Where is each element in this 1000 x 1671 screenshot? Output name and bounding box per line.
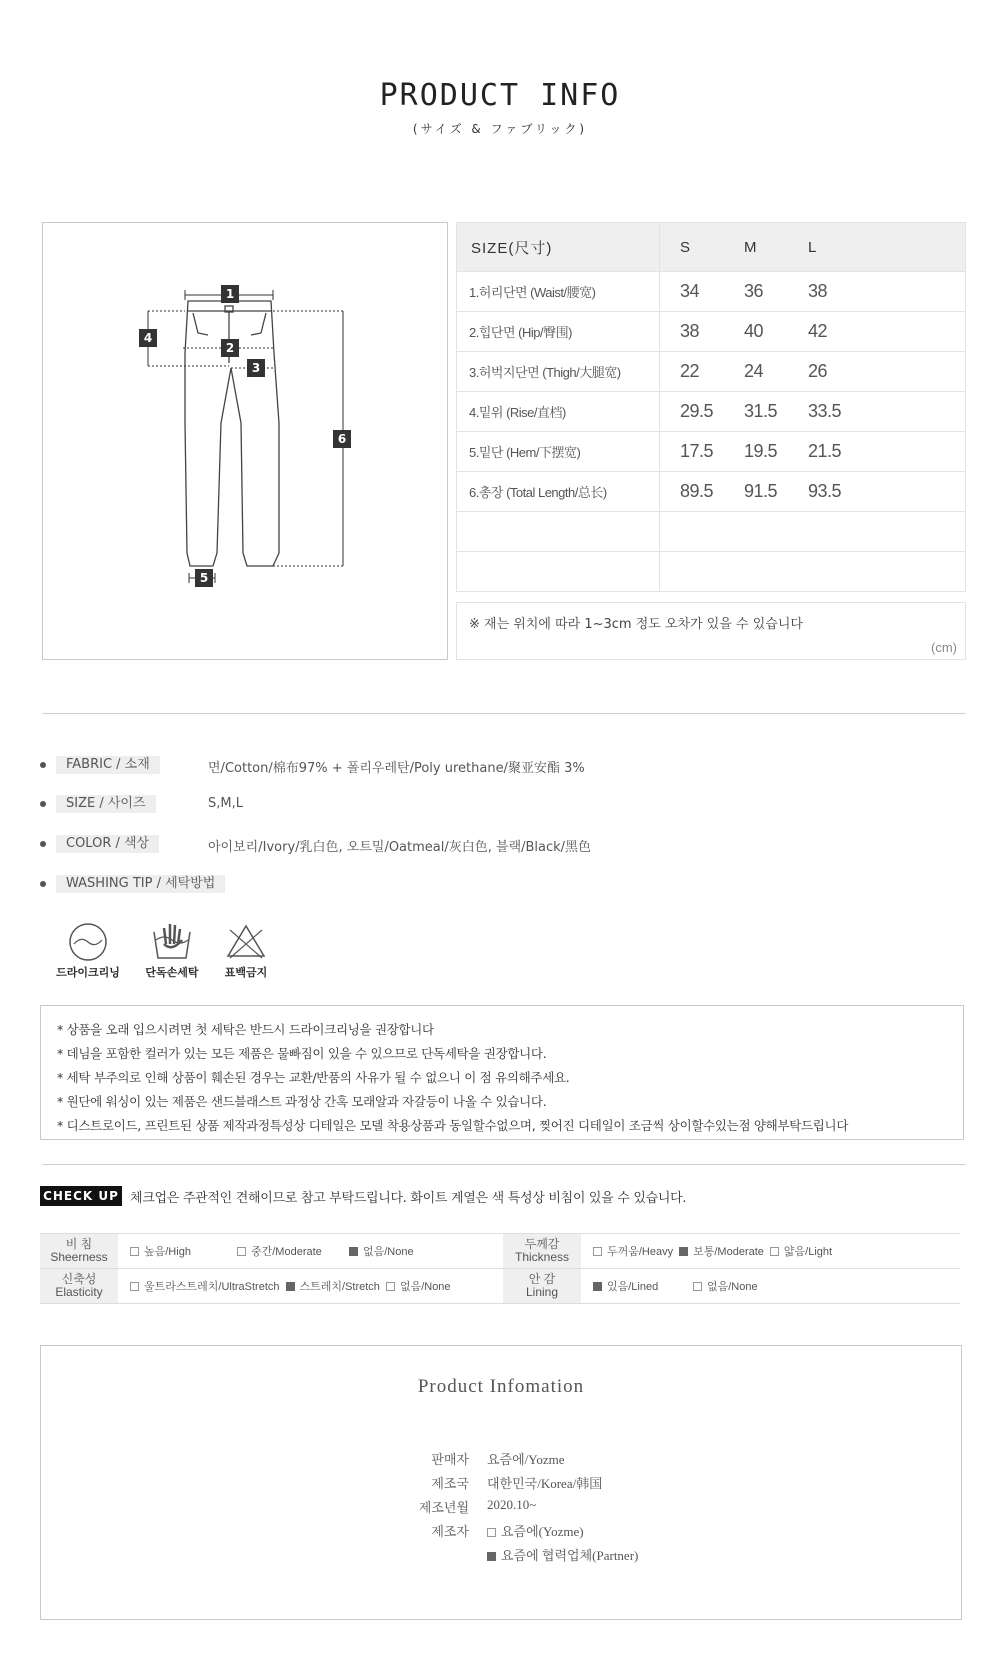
option — [130, 1243, 225, 1259]
option-label: 요즘에(Yozme) — [501, 1524, 584, 1539]
label-ko: 비 침 — [65, 1237, 93, 1251]
option-label: 없음/None — [707, 1281, 758, 1293]
checkup-badge: CHECK UP — [40, 1186, 122, 1206]
care-notes-box — [40, 1005, 964, 1140]
origin-value: 대한민국/Korea/韩国 — [487, 1476, 603, 1491]
row-value: 24 — [744, 361, 764, 381]
row-value: 40 — [744, 321, 764, 341]
option-label: 있음/Lined — [607, 1281, 659, 1293]
checked-box-icon — [679, 1247, 688, 1256]
table-row — [457, 312, 966, 352]
option — [593, 1243, 673, 1259]
table-row — [457, 472, 966, 512]
divider — [42, 713, 966, 714]
checkbox-icon — [770, 1247, 779, 1256]
bullet-icon — [40, 801, 46, 807]
care-note: * 세탁 부주의로 인해 상품이 훼손된 경우는 교환/반품의 사유가 될 수 없으니 이 점 유의해주세요. — [57, 1070, 570, 1085]
empty-row — [457, 552, 966, 592]
checkbox-icon — [386, 1282, 395, 1291]
row-label: 3.허벅지단면 (Thigh/大腿宽) — [457, 352, 660, 392]
option-label: 스트레치/Stretch — [299, 1281, 380, 1293]
seller-value: 요즘에/Yozme — [487, 1452, 565, 1467]
checked-box-icon — [286, 1282, 295, 1291]
date-key: 제조년월 — [418, 1500, 469, 1515]
option-label: 없음/None — [399, 1281, 451, 1293]
marker-4: 4 — [139, 329, 157, 347]
option-label: 두꺼움/Heavy — [607, 1246, 674, 1258]
row-value: 38 — [808, 281, 828, 301]
color-row — [40, 835, 740, 855]
checkbox-icon — [593, 1247, 602, 1256]
option-label: 높음/High — [144, 1246, 191, 1258]
marker-1: 1 — [221, 285, 239, 303]
checkbox-icon — [237, 1247, 246, 1256]
row-value: 34 — [680, 281, 700, 301]
page-subtitle: (サイズ & ファブリック) — [412, 122, 588, 136]
option-label: 중간/Moderate — [251, 1246, 322, 1258]
no-bleach-item — [206, 920, 286, 980]
bullet-icon — [40, 762, 46, 768]
size-label: SIZE / 사이즈 — [56, 795, 156, 813]
row-value: 33.5 — [808, 401, 842, 421]
size-header-l: L — [808, 238, 816, 256]
row-value: 26 — [808, 361, 828, 381]
row-label: 4.밑위 (Rise/直档) — [457, 392, 660, 432]
pants-diagram — [43, 223, 447, 659]
table-row — [457, 352, 966, 392]
hand-wash-icon — [150, 920, 194, 964]
lining-options — [581, 1269, 960, 1304]
option — [130, 1278, 280, 1294]
checked-box-icon — [349, 1247, 358, 1256]
row-value: 38 — [680, 321, 700, 341]
row-value: 29.5 — [680, 401, 714, 421]
bullet-icon — [40, 881, 46, 887]
color-label: COLOR / 색상 — [56, 835, 159, 853]
measurement-note: ※ 재는 위치에 따라 1~3cm 정도 오차가 있을 수 있습니다 — [469, 617, 803, 632]
product-information-title: Product Infomation — [417, 1376, 585, 1397]
marker-5: 5 — [195, 569, 213, 587]
maker-option — [487, 1521, 584, 1540]
empty-row — [457, 512, 966, 552]
wash-label: 드라이크리닝 — [56, 966, 120, 979]
unit-label: (cm) — [931, 640, 957, 655]
sheerness-label — [40, 1234, 118, 1269]
divider — [42, 1164, 966, 1165]
row-value: 42 — [808, 321, 828, 341]
fabric-value: 면/Cotton/棉布97% + 폴리우레탄/Poly urethane/聚亚安酯 3% — [208, 761, 585, 776]
thickness-label — [503, 1234, 581, 1269]
seller-key: 판매자 — [431, 1452, 469, 1467]
option-label: 울트라스트레치/UltraStretch — [144, 1281, 280, 1293]
care-note: * 데님을 포함한 컬러가 있는 모든 제품은 물빠짐이 있을 수 있으므로 단독세탁을 권장합니다. — [57, 1046, 547, 1061]
washing-row — [40, 875, 740, 895]
size-header-label: SIZE(尺寸) — [457, 223, 660, 272]
size-header-s: S — [680, 238, 690, 256]
page-title: PRODUCT INFO — [379, 78, 621, 113]
dry-clean-item — [48, 920, 128, 980]
row-label: 6.총장 (Total Length/总长) — [457, 472, 660, 512]
checked-box-icon — [487, 1552, 496, 1561]
marker-6: 6 — [333, 430, 351, 448]
row-value: 89.5 — [680, 481, 714, 501]
label-ko: 안 감 — [528, 1272, 556, 1286]
size-row — [40, 795, 740, 815]
table-row — [457, 272, 966, 312]
row-value: 36 — [744, 281, 764, 301]
maker-key: 제조자 — [431, 1524, 469, 1539]
fabric-label: FABRIC / 소재 — [56, 756, 160, 774]
elasticity-label — [40, 1269, 118, 1304]
elasticity-options — [118, 1269, 503, 1304]
checkbox-icon — [130, 1247, 139, 1256]
size-table-header — [457, 223, 966, 272]
pants-diagram-box — [42, 222, 448, 660]
label-en: Lining — [525, 1285, 559, 1299]
label-en: Thickness — [514, 1250, 570, 1264]
no-bleach-icon — [224, 920, 268, 964]
row-label: 2.힙단면 (Hip/臀围) — [457, 312, 660, 352]
bullet-icon — [40, 841, 46, 847]
table-row — [457, 432, 966, 472]
label-ko: 두께감 — [524, 1237, 560, 1251]
option — [286, 1278, 380, 1294]
hand-wash-item — [132, 920, 212, 980]
origin-key: 제조국 — [431, 1476, 469, 1491]
size-header-m: M — [744, 238, 756, 256]
checkup-row — [40, 1234, 960, 1269]
marker-3: 3 — [247, 359, 265, 377]
care-note: * 디스트로이드, 프린트된 상품 제작과정특성상 디테일은 모델 착용상품과 동일할수없으며, 찢어진 디테일이 조금씩 상이할수있는점 양해부탁드립니다 — [57, 1118, 849, 1133]
thickness-options — [581, 1234, 960, 1269]
care-note: * 원단에 워싱이 있는 제품은 샌드블래스트 과정상 간혹 모래알과 자갈등이 나올 수 있습니다. — [57, 1094, 547, 1109]
date-value: 2020.10~ — [487, 1497, 537, 1512]
row-value: 91.5 — [744, 481, 778, 501]
lining-label — [503, 1269, 581, 1304]
option — [693, 1278, 758, 1294]
checkup-text: 체크업은 주관적인 견해이므로 참고 부탁드립니다. 화이트 계열은 색 특성상 비침이 있을 수 있습니다. — [130, 1191, 687, 1206]
row-label: 5.밑단 (Hem/下摆宽) — [457, 432, 660, 472]
row-value: 31.5 — [744, 401, 778, 421]
checkup-grid — [40, 1233, 960, 1304]
sheerness-options — [118, 1234, 503, 1269]
size-table — [456, 222, 966, 592]
option-label: 얇음/Light — [783, 1246, 833, 1258]
dry-clean-icon — [66, 920, 110, 964]
maker-option — [487, 1545, 638, 1564]
fabric-row — [40, 756, 740, 776]
label-ko: 신축성 — [61, 1272, 97, 1286]
washing-label: WASHING TIP / 세탁방법 — [56, 875, 225, 893]
table-row — [457, 392, 966, 432]
option — [349, 1243, 414, 1259]
option — [593, 1278, 681, 1294]
size-value: S,M,L — [208, 796, 243, 811]
checkbox-icon — [130, 1282, 139, 1291]
option-label: 보통/Moderate — [693, 1246, 764, 1258]
option-label: 없음/None — [363, 1246, 414, 1258]
care-note: * 상품을 오래 입으시려면 첫 세탁은 반드시 드라이크리닝을 권장합니다 — [57, 1022, 434, 1037]
checkbox-icon — [693, 1282, 702, 1291]
measurement-note-box — [456, 602, 966, 660]
option — [679, 1243, 764, 1259]
label-en: Elasticity — [55, 1285, 103, 1299]
wash-label: 단독손세탁 — [145, 966, 199, 979]
checkup-row — [40, 1269, 960, 1304]
row-value: 17.5 — [680, 441, 714, 461]
option — [386, 1278, 451, 1294]
marker-2: 2 — [221, 339, 239, 357]
row-label: 1.허리단면 (Waist/腰宽) — [457, 272, 660, 312]
wash-label: 표백금지 — [224, 966, 268, 979]
label-en: Sheerness — [50, 1250, 108, 1264]
option-label: 요즘에 협력업체(Partner) — [501, 1548, 639, 1563]
row-value: 19.5 — [744, 441, 778, 461]
checked-box-icon — [593, 1282, 602, 1291]
row-value: 22 — [680, 361, 700, 381]
color-value: 아이보리/Ivory/乳白色, 오트밀/Oatmeal/灰白色, 블랙/Black/黑色 — [208, 840, 592, 855]
option — [770, 1243, 832, 1259]
row-value: 21.5 — [808, 441, 842, 461]
product-information-box — [40, 1345, 962, 1620]
option — [237, 1243, 337, 1259]
row-value: 93.5 — [808, 481, 842, 501]
checkbox-icon — [487, 1528, 496, 1537]
